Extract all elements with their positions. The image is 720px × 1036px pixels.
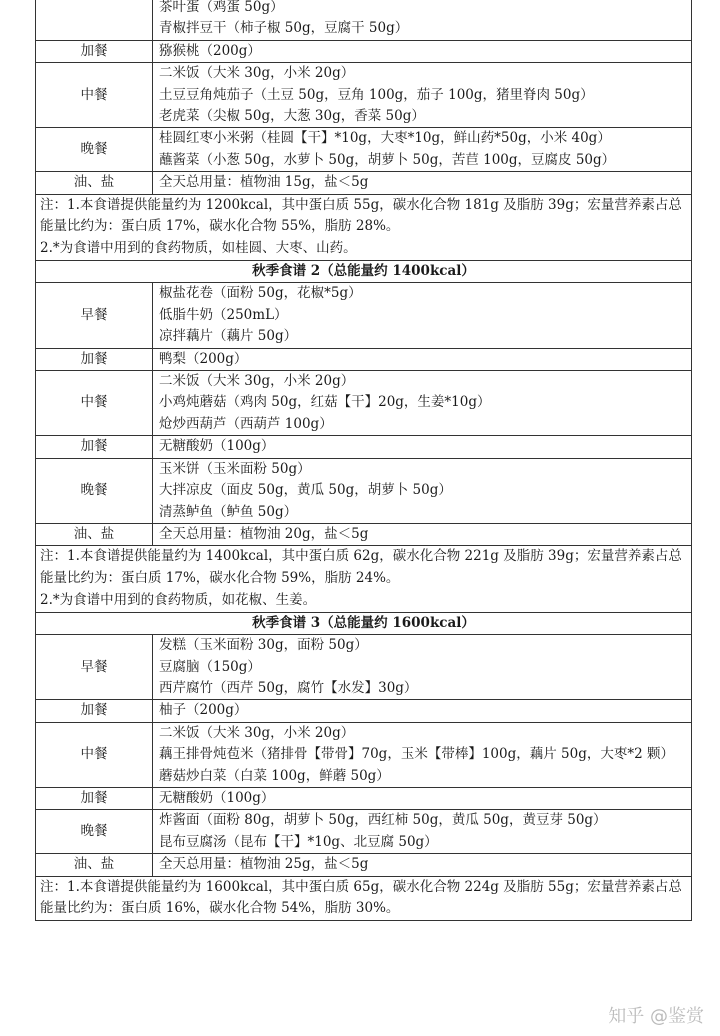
menu-title: 秋季食谱 2（总能量约 1400kcal） (36, 261, 692, 283)
menu-title: 秋季食谱 3（总能量约 1600kcal） (36, 612, 692, 634)
meal-label: 中餐 (36, 722, 153, 787)
meal-items (153, 371, 692, 436)
food-item: 凉拌藕片（藕片 50g） (159, 328, 298, 345)
meal-items (153, 63, 692, 128)
meal-row (36, 700, 692, 722)
food-item: 青椒拌豆干（柿子椒 50g，豆腐干 50g） (159, 20, 409, 37)
meal-items (153, 722, 692, 787)
menu-title-row (36, 261, 692, 283)
food-item: 小鸡炖蘑菇（鸡肉 50g，红菇【干】20g，生姜*10g） (159, 394, 491, 411)
meal-items (153, 283, 692, 348)
meal-label: 加餐 (36, 436, 153, 458)
meal-row (36, 523, 692, 545)
diet-menu-document (35, 0, 691, 921)
food-item: 无糖酸奶（100g） (159, 789, 275, 806)
note-text: 2.*为食谱中用到的食药物质，如桂圆、大枣、山药。 (40, 240, 357, 257)
food-item: 西芹腐竹（西芹 50g，腐竹【水发】30g） (159, 679, 418, 696)
food-item: 藕王排骨炖苞米（猪排骨【带骨】70g，玉米【带棒】100g，藕片 50g，大枣*2 颗） (159, 746, 674, 763)
meal-row (36, 283, 692, 348)
meal-row (36, 810, 692, 854)
menu-table (35, 0, 692, 921)
meal-row (36, 40, 692, 62)
food-item: 蘑菇炒白菜（白菜 100g，鲜蘑 50g） (159, 767, 390, 784)
meal-row (36, 458, 692, 523)
meal-row (36, 436, 692, 458)
meal-label: 油、盐 (36, 854, 153, 876)
meal-row (36, 371, 692, 436)
food-item: 二米饭（大米 30g，小米 20g） (159, 724, 355, 741)
food-item: 全天总用量：植物油 20g，盐＜5g (159, 525, 369, 542)
food-item: 大拌凉皮（面皮 50g，黄瓜 50g，胡萝卜 50g） (159, 482, 452, 499)
meal-items (153, 348, 692, 370)
meal-row (36, 722, 692, 787)
food-item: 豆腐脑（150g） (159, 658, 261, 675)
meal-row (36, 172, 692, 194)
meal-items (153, 0, 692, 40)
food-item: 清蒸鲈鱼（鲈鱼 50g） (159, 503, 298, 520)
note-text: 2.*为食谱中用到的食药物质，如花椒、生姜。 (40, 591, 317, 608)
meal-label: 早餐 (36, 283, 153, 348)
food-item: 全天总用量：植物油 25g，盐＜5g (159, 856, 369, 873)
site-watermark: 知乎 @鉴赏 (608, 1006, 704, 1027)
meal-items (153, 128, 692, 172)
food-item: 发糕（玉米面粉 30g，面粉 50g） (159, 637, 368, 654)
meal-row (36, 128, 692, 172)
meal-row (36, 63, 692, 128)
meal-label (36, 0, 153, 40)
meal-label: 加餐 (36, 700, 153, 722)
meal-label: 加餐 (36, 40, 153, 62)
meal-label: 中餐 (36, 63, 153, 128)
meal-row (36, 787, 692, 809)
meal-items (153, 436, 692, 458)
meal-items (153, 523, 692, 545)
note-text: 注：1.本食谱提供能量约为 1200kcal，其中蛋白质 55g，碳水化合物 181g 及脂肪 39g；宏量营养素占总能量比约为：蛋白质 17%，碳水化合物 55%，脂肪 28%。 (40, 196, 682, 235)
meal-label: 晚餐 (36, 810, 153, 854)
meal-items (153, 700, 692, 722)
menu-notes (36, 876, 692, 921)
menu-title-row (36, 612, 692, 634)
food-item: 炝炒西葫芦（西葫芦 100g） (159, 415, 333, 432)
note-row (36, 194, 692, 260)
food-item: 茶叶蛋（鸡蛋 50g） (159, 0, 284, 15)
food-item: 昆布豆腐汤（昆布【干】*10g、北豆腐 50g） (159, 833, 438, 850)
meal-items (153, 854, 692, 876)
meal-items (153, 172, 692, 194)
meal-label: 加餐 (36, 787, 153, 809)
menu-table-body (36, 0, 692, 921)
food-item: 猕猴桃（200g） (159, 42, 261, 59)
food-item: 土豆豆角炖茄子（土豆 50g，豆角 100g，茄子 100g，猪里脊肉 50g） (159, 86, 594, 103)
meal-items (153, 635, 692, 700)
food-item: 柚子（200g） (159, 702, 248, 719)
meal-label: 晚餐 (36, 128, 153, 172)
food-item: 老虎菜（尖椒 50g，大葱 30g，香菜 50g） (159, 108, 425, 125)
menu-notes (36, 546, 692, 612)
meal-items (153, 810, 692, 854)
meal-row (36, 635, 692, 700)
food-item: 全天总用量：植物油 15g，盐＜5g (159, 174, 369, 191)
meal-label: 早餐 (36, 635, 153, 700)
menu-notes (36, 194, 692, 260)
meal-row (36, 348, 692, 370)
meal-label: 油、盐 (36, 523, 153, 545)
food-item: 桂圆红枣小米粥（桂圆【干】*10g，大枣*10g，鲜山药*50g，小米 40g） (159, 130, 611, 147)
food-item: 二米饭（大米 30g，小米 20g） (159, 373, 355, 390)
meal-label: 晚餐 (36, 458, 153, 523)
meal-label: 油、盐 (36, 172, 153, 194)
meal-row (36, 0, 692, 40)
meal-items (153, 40, 692, 62)
note-text: 注：1.本食谱提供能量约为 1600kcal，其中蛋白质 65g，碳水化合物 224g 及脂肪 55g；宏量营养素占总能量比约为：蛋白质 16%，碳水化合物 54%，脂肪 30%。 (40, 878, 682, 917)
note-text: 注：1.本食谱提供能量约为 1400kcal，其中蛋白质 62g，碳水化合物 221g 及脂肪 39g；宏量营养素占总能量比约为：蛋白质 17%，碳水化合物 59%，脂肪 24%。 (40, 548, 682, 587)
note-row (36, 876, 692, 921)
meal-row (36, 854, 692, 876)
meal-label: 中餐 (36, 371, 153, 436)
food-item: 蘸酱菜（小葱 50g，水萝卜 50g，胡萝卜 50g，苦苣 100g，豆腐皮 50g） (159, 151, 616, 168)
food-item: 椒盐花卷（面粉 50g，花椒*5g） (159, 285, 362, 302)
food-item: 鸭梨（200g） (159, 350, 248, 367)
meal-label: 加餐 (36, 348, 153, 370)
food-item: 二米饭（大米 30g，小米 20g） (159, 65, 355, 82)
meal-items (153, 787, 692, 809)
food-item: 玉米饼（玉米面粉 50g） (159, 460, 311, 477)
meal-items (153, 458, 692, 523)
food-item: 炸酱面（面粉 80g，胡萝卜 50g，西红柿 50g，黄瓜 50g，黄豆芽 50g） (159, 812, 607, 829)
note-row (36, 546, 692, 612)
food-item: 无糖酸奶（100g） (159, 438, 275, 455)
food-item: 低脂牛奶（250mL） (159, 306, 288, 323)
